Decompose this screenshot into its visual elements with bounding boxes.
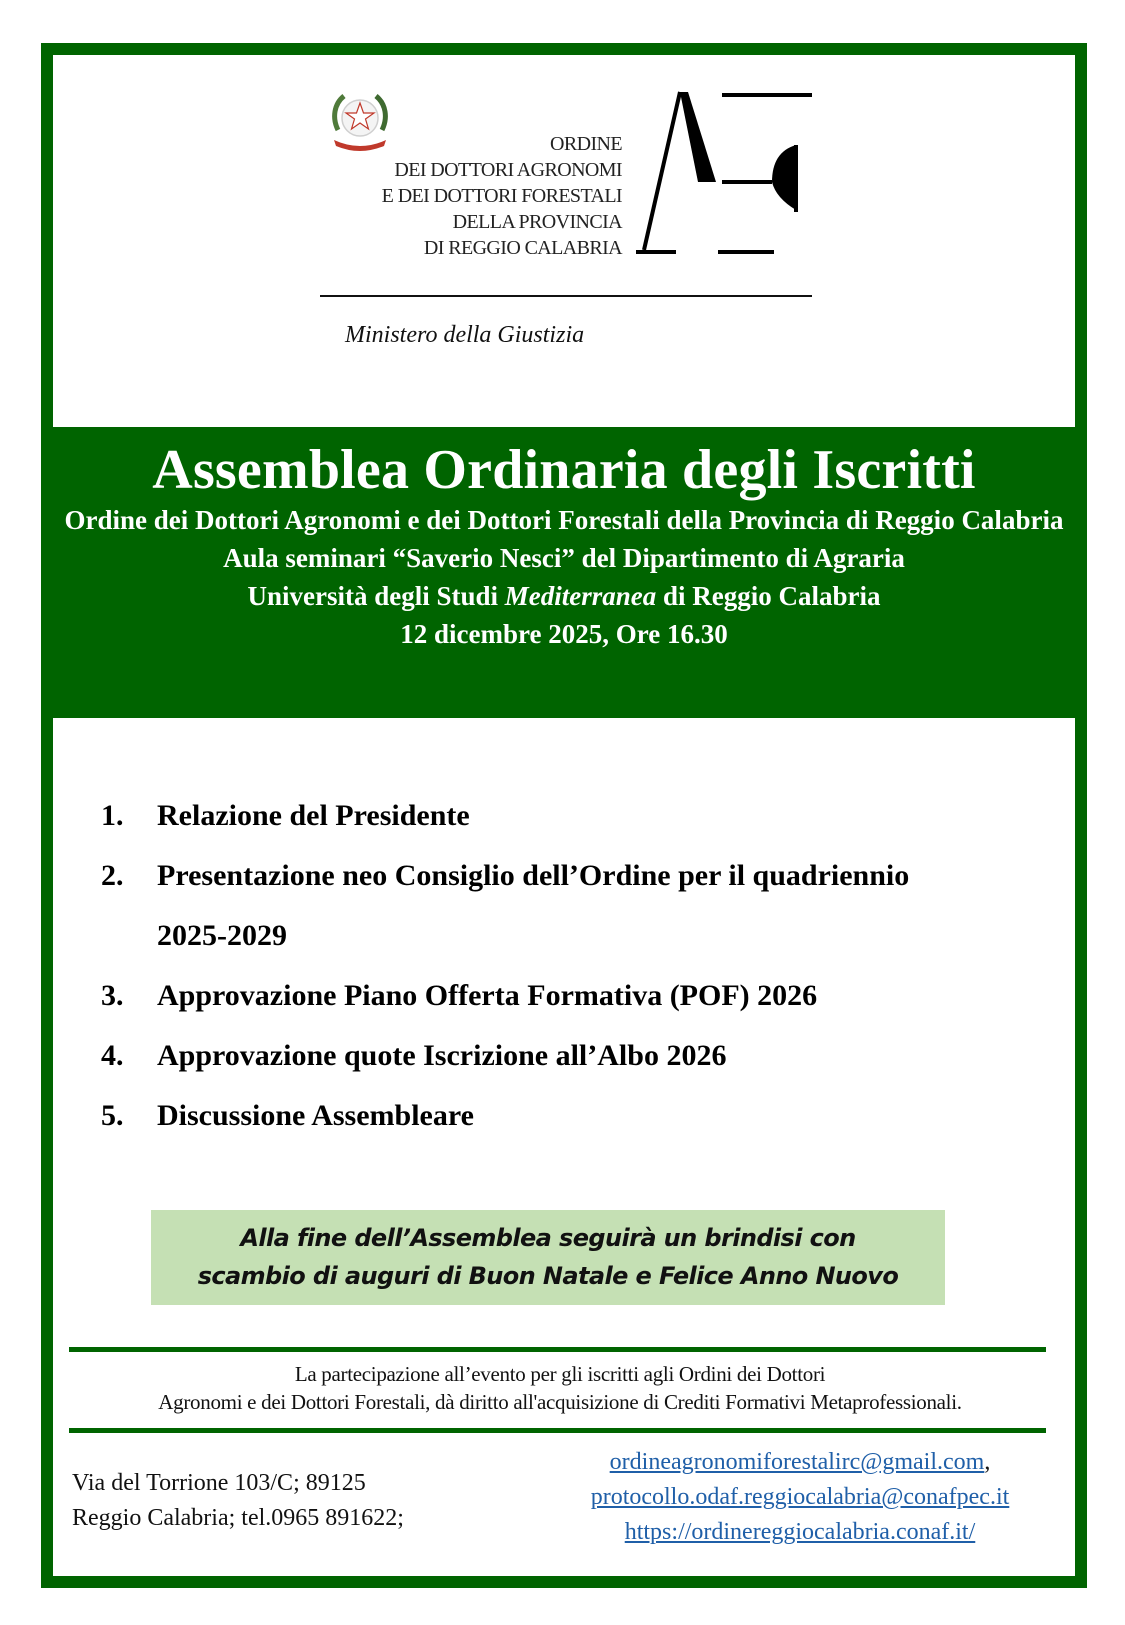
agenda-item — [101, 1086, 1031, 1146]
agenda-number: 4. — [101, 1039, 124, 1072]
university-post: di Reggio Calabria — [656, 581, 881, 611]
agenda-text: Relazione del Presidente — [157, 799, 470, 832]
agenda-item — [101, 846, 1031, 966]
org-name-line: DEI DOTTORI AGRONOMI — [394, 159, 622, 181]
agenda-item — [101, 1026, 1031, 1086]
contact-links — [540, 1445, 1060, 1550]
venue: Aula seminari “Saverio Nesci” del Dipartimento di Agraria — [223, 543, 905, 573]
title-band — [53, 427, 1075, 718]
agenda-item — [101, 786, 1031, 846]
footer-divider — [69, 1428, 1046, 1433]
agenda-number: 2. — [101, 859, 124, 892]
address-line: Reggio Calabria; tel.0965 891622; — [72, 1505, 404, 1531]
org-subtitle: Ordine dei Dottori Agronomi e dei Dottori Forestali della Provincia di Reggio Calabria — [64, 505, 1064, 535]
agenda-number: 5. — [101, 1099, 124, 1132]
header-divider — [320, 295, 812, 297]
notice-line: scambio di auguri di Buon Natale e Felice Anno Nuovo — [197, 1262, 899, 1290]
org-name — [330, 131, 622, 261]
pec-link[interactable]: protocollo.odaf.reggiocalabria@conafpec.it — [590, 1484, 1010, 1510]
email-separator: , — [984, 1449, 991, 1475]
agenda-number: 1. — [101, 799, 124, 832]
footer-divider — [69, 1347, 1046, 1352]
agenda-item — [101, 966, 1031, 1026]
agenda-text: Approvazione Piano Offerta Formativa (POF) 2026 — [157, 979, 818, 1012]
af-logo — [636, 90, 812, 258]
agenda-text: Approvazione quote Iscrizione all’Albo 2026 — [157, 1039, 727, 1072]
website-link[interactable]: https://ordinereggiocalabria.conaf.it/ — [624, 1519, 976, 1545]
org-name-line: ORDINE — [550, 133, 622, 155]
credits-line: La partecipazione all’evento per gli iscritti agli Ordini dei Dottori — [294, 1362, 826, 1386]
address-block — [72, 1466, 404, 1536]
agenda-text: Discussione Assembleare — [157, 1099, 474, 1132]
toast-notice-box — [151, 1210, 945, 1305]
notice-line: Alla fine dell’Assemblea seguirà un brindisi con — [240, 1224, 856, 1252]
credits-note — [60, 1360, 1060, 1416]
org-name-line: E DEI DOTTORI FORESTALI — [381, 185, 622, 207]
university-italic: Mediterranea — [504, 581, 657, 611]
agenda-list — [101, 786, 1031, 1146]
org-name-line: DELLA PROVINCIA — [452, 211, 622, 233]
agenda-text: Presentazione neo Consiglio dell’Ordine per il quadriennio 2025-2029 — [157, 859, 910, 952]
email-link[interactable]: ordineagronomiforestalirc@gmail.com — [609, 1449, 985, 1475]
ministry-label: Ministero della Giustizia — [345, 322, 585, 348]
page-title: Assemblea Ordinaria degli Iscritti — [152, 439, 976, 501]
credits-line: Agronomi e dei Dottori Forestali, dà diritto all'acquisizione di Crediti Formativi Metaprofessionali. — [158, 1390, 962, 1414]
address-line: Via del Torrione 103/C; 89125 — [72, 1470, 366, 1496]
org-name-line: DI REGGIO CALABRIA — [423, 237, 622, 259]
event-datetime: 12 dicembre 2025, Ore 16.30 — [400, 619, 728, 649]
agenda-number: 3. — [101, 979, 124, 1012]
university-pre: Università degli Studi — [247, 581, 505, 611]
university — [53, 577, 1075, 615]
